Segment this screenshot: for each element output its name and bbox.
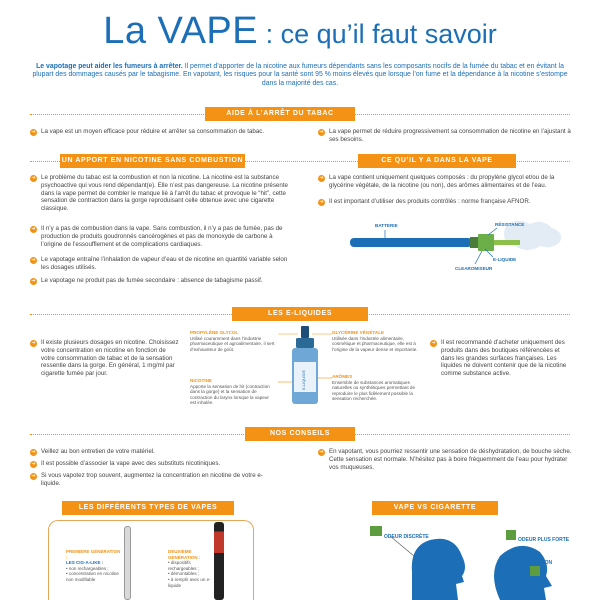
nicotine-item: ➜ Il n’y a pas de combustion dans la vape. Sans combustion, il n’y a pas de fumée, pas de production de produits goudronnés cancérogènes et pas de monoxyde de carbone à l’origine de l’essoufflement et de complications cardiaques. <box>31 225 283 248</box>
tip-item: ➜ Il est possible d’associer la vape avec des substituts nicotiniques. <box>31 460 221 467</box>
thumb-down-icon <box>530 566 540 576</box>
label-combustion: COMBUSTION <box>518 560 553 566</box>
head-left <box>412 539 465 600</box>
eliquid-bottle <box>270 322 340 412</box>
thumb-up-icon <box>370 526 382 536</box>
label-battery: BATTERIE <box>375 223 398 228</box>
stop-right-item: ➜ La vape permet de réduire progressivement sa consommation de nicotine en l’ajustant à ses besoins. <box>319 128 571 143</box>
arrow-icon: ➜ <box>31 448 36 455</box>
arrow-icon: ➜ <box>319 128 324 135</box>
nicotine-item: ➜ Le problème du tabac est la combustion et non la nicotine. La nicotine est la substance psychoactive qui vous rend dépendant(e). Elle n’est pas dangereuse. La nicotine présente dans la vape permet de combler le manque lié à l’arrêt du tabac et provoque le “hit”, cette sensation de contraction dans la gorge reproduisant celle obtenue avec une cigarette classique. <box>31 174 288 213</box>
tip-item: ➜ En vapotant, vous pourriez ressentir une sensation de déshydratation, de bouche sèche. Cette sensation est normale. N’hésitez pas à boire fréquemment de l’eau pour hydrater vos muqueuses. <box>319 448 572 471</box>
tip-item: ➜ Si vous vapotez trop souvent, augmentez la concentration en nicotine de votre e-liquide. <box>31 472 263 487</box>
arrow-icon: ➜ <box>31 460 36 467</box>
head-right <box>494 546 552 600</box>
label-eliquid: E-LIQUIDE <box>493 257 517 262</box>
versus-illustration <box>350 516 580 600</box>
vape-diagram <box>345 210 577 282</box>
vg-callout: GLYCÉRINE VÉGÉTALE Utilisée dans l’industrie alimentaire, cosmétique et pharmaceutique, elle est à l’origine de la vapeur dense et importante. <box>332 330 418 352</box>
connector-shape <box>470 237 478 248</box>
banner-contents: CE QU’IL Y A DANS LA VAPE <box>358 154 516 168</box>
contents-item: ➜ La vape contient uniquement quelques composés : du propylène glycol et/ou de la glycérine végétale, de la nicotine (ou non), des arômes alimentaires et de l’eau. <box>319 174 555 189</box>
intro-paragraph <box>30 63 570 88</box>
bottle-label-text: E-LIQUIDE <box>301 369 306 391</box>
thumb-down-icon <box>506 530 516 540</box>
arrow-icon: ➜ <box>319 448 324 455</box>
mouthpiece-shape <box>494 240 520 245</box>
arrow-icon: ➜ <box>31 225 36 232</box>
intro-text: Il permet d’apporter de la nicotine aux fumeurs dépendants sans les composants nocifs de la fumée du tabac et en évitant la plupart des dommages causés par le tabagisme. En vapotant, les risques pour la santé sont 95 % moins élevés que lorsque l’on fume et la dépendance à la nicotine s’estompe dans la majorité des cas. <box>32 63 568 87</box>
arrow-icon: ➜ <box>31 339 36 346</box>
arrow-icon: ➜ <box>31 256 36 263</box>
banner-stop: AIDE À L’ARRÊT DU TABAC <box>205 107 355 121</box>
banner-eliquids: LES E-LIQUIDES <box>232 307 368 321</box>
arrow-icon: ➜ <box>31 128 36 135</box>
cigalike-device <box>124 526 131 600</box>
bottle-tip <box>301 326 309 338</box>
banner-versus: VAPE VS CIGARETTE <box>372 501 498 515</box>
arrow-icon: ➜ <box>319 174 324 181</box>
arrow-icon: ➜ <box>31 472 36 479</box>
eliquids-right: ➜ Il est recommandé d’acheter uniquement des produits dans des boutiques référencées et dans les grandes surfaces françaises. Les liquides ne doivent contenir que de la nicotine comme substance active. <box>431 339 567 378</box>
tip-item: ➜ Veillez au bon entretien de votre matériel. <box>31 448 155 455</box>
label-resistance: RÉSISTANCE <box>495 222 525 227</box>
gen1-block: PREMIÈRE GÉNÉRATION : LES CIG-A-LIKE : • non rechargeables ; • concentration en nicotine non modifiable <box>66 549 121 582</box>
nicotine-item: ➜ Le vapotage entraîne l’inhalation de vapeur d’eau et de nicotine en quantité variable selon les dosages utilisés. <box>31 256 288 271</box>
stop-left-item: ➜ La vape est un moyen efficace pour réduire et arrêter sa consommation de tabac. <box>31 128 265 135</box>
nicotine-callout: NICOTINE Apporte la sensation de hit (contraction dans la gorge) et la sensation de contraction du larynx lorsque la vapeur est inhalée. <box>190 378 270 406</box>
intro-lead: Le vapotage peut aider les fumeurs à arrêter. <box>36 63 183 70</box>
label-odor-discreet: ODEUR DISCRÈTE <box>384 534 429 540</box>
page-title <box>0 10 600 53</box>
refillable-device <box>214 522 224 600</box>
bottle-cap <box>296 338 314 348</box>
nicotine-item: ➜ Le vapotage ne produit pas de fumée secondaire : absence de tabagisme passif. <box>31 277 263 284</box>
arrow-icon: ➜ <box>31 174 36 181</box>
arrow-icon: ➜ <box>31 277 36 284</box>
arrow-icon: ➜ <box>319 198 324 205</box>
gen2-block: DEUXIÈME GÉNÉRATION : • dispositifs rechargeables ; • démontables ; • à remplir avec un e-liquide <box>168 549 211 588</box>
label-clearomizer: CLEAROMISEUR <box>455 266 493 271</box>
arrow-icon: ➜ <box>431 339 436 346</box>
aroma-callout: ARÔMES Ensemble de substances aromatiques naturelles ou synthétiques permettant de reproduire le plus fidèlement possible la sensation recherchée. <box>332 374 415 402</box>
banner-nicotine: UN APPORT EN NICOTINE SANS COMBUSTION <box>60 154 245 168</box>
label-odor-strong: ODEUR PLUS FORTE <box>518 537 570 543</box>
title-main: La VAPE <box>103 10 259 52</box>
title-rest: : ce qu’il faut savoir <box>258 19 497 49</box>
eliquids-left: ➜ Il existe plusieurs dosages en nicotine. Choisissez votre concentration en nicotine en fonction de votre consommation de tabac et de la sensation ressentie dans la gorge. En général, 1 mg/ml par cigarette fumée par jour. <box>31 339 179 378</box>
banner-tips: NOS CONSEILS <box>245 427 355 441</box>
clearomizer-shape <box>478 234 494 251</box>
battery-shape <box>350 238 472 247</box>
banner-types: LES DIFFÉRENTS TYPES DE VAPES <box>62 501 234 515</box>
pg-callout: PROPYLÈNE GLYCOL Utilisé couramment dans l’industrie pharmaceutique et agroalimentaire, il sert d’exhausteur de goût. <box>190 330 275 352</box>
contents-item: ➜ Il est important d’utiliser des produits contrôlés : norme française AFNOR. <box>319 198 531 205</box>
